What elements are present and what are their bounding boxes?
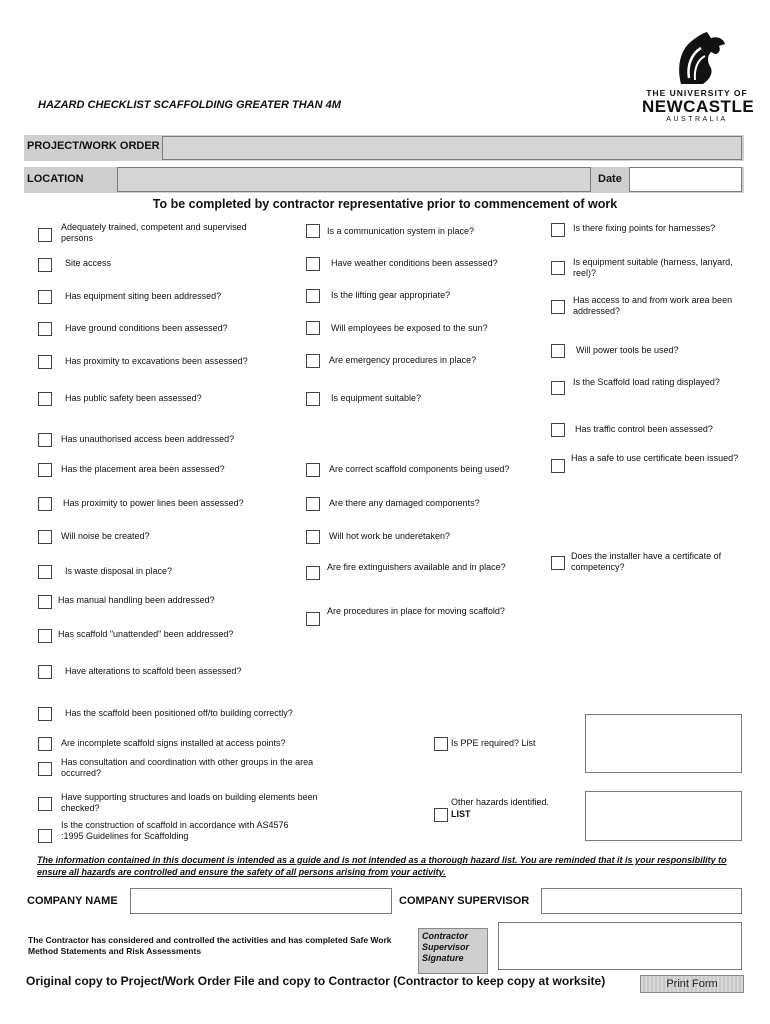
checkbox-load-rating[interactable] [551, 381, 565, 395]
company-supervisor-label: COMPANY SUPERVISOR [399, 895, 530, 907]
question-weather: Have weather conditions been assessed? [331, 258, 498, 268]
question-moving-scaffold: Are procedures in place for moving scaffold? [327, 606, 505, 616]
checkbox-placement-area[interactable] [38, 463, 52, 477]
other-hazards-list-label: LIST [451, 809, 471, 819]
disclaimer-notice: The information contained in this document is intended as a guide and is not intended as a thorough hazard list. You are reminded that it is your responsibility to ensure all hazards are controlled and ensure the safety of all persons arising from your activity. [37, 855, 727, 877]
checkbox-other-hazards[interactable] [434, 808, 448, 822]
checkbox-scaffold-components[interactable] [306, 463, 320, 477]
question-power-lines: Has proximity to power lines been assessed? [63, 498, 244, 508]
question-load-rating: Is the Scaffold load rating displayed? [573, 377, 720, 387]
question-installer-certificate: Does the installer have a certificate of competency? [571, 551, 722, 572]
company-name-label: COMPANY NAME [27, 895, 118, 907]
question-ground-conditions: Have ground conditions been assessed? [65, 323, 228, 333]
question-power-tools: Will power tools be used? [576, 345, 679, 355]
checkbox-safe-use-certificate[interactable] [551, 459, 565, 473]
question-supporting-structures: Have supporting structures and loads on building elements been checked? [61, 792, 318, 813]
question-equipment-suitable: Is equipment suitable? [331, 393, 422, 403]
checkbox-site-access[interactable] [38, 258, 52, 272]
checkbox-scaffold-positioned[interactable] [38, 707, 52, 721]
checkbox-communication-system[interactable] [306, 224, 320, 238]
checkbox-scaffold-unattended[interactable] [38, 629, 52, 643]
company-supervisor-input[interactable] [541, 888, 742, 914]
checkbox-noise[interactable] [38, 530, 52, 544]
question-unauthorised-access: Has unauthorised access been addressed? [61, 434, 235, 444]
checkbox-equipment-suitable[interactable] [306, 392, 320, 406]
contractor-statement: The Contractor has considered and controlled the activities and has completed Safe Work Method Statements and Risk Assessments [28, 935, 392, 956]
other-hazards-field[interactable] [585, 791, 742, 841]
checkbox-hot-work[interactable] [306, 530, 320, 544]
signature-field[interactable] [498, 922, 742, 970]
date-label: Date [598, 173, 622, 185]
question-public-safety: Has public safety been assessed? [65, 393, 202, 403]
checkbox-weather[interactable] [306, 257, 320, 271]
checkbox-consultation[interactable] [38, 762, 52, 776]
location-input[interactable] [117, 167, 591, 192]
checkbox-incomplete-signs[interactable] [38, 737, 52, 751]
other-hazards-label: Other hazards identified. [451, 797, 550, 807]
checkbox-unauthorised-access[interactable] [38, 433, 52, 447]
question-traffic-control: Has traffic control been assessed? [575, 424, 713, 434]
ppe-list-field[interactable] [585, 714, 742, 773]
university-logo [642, 28, 755, 123]
checkbox-harness-equipment[interactable] [551, 261, 565, 275]
question-trained-persons: Adequately trained, competent and supervised persons [61, 222, 247, 243]
question-scaffold-unattended: Has scaffold "unattended" been addressed? [58, 629, 234, 639]
checkbox-damaged-components[interactable] [306, 497, 320, 511]
question-fixing-points: Is there fixing points for harnesses? [573, 223, 716, 233]
project-input[interactable] [162, 136, 742, 160]
question-safe-use-certificate: Has a safe to use certificate been issued? [571, 453, 739, 463]
location-label: LOCATION [27, 173, 84, 185]
checkbox-supporting-structures[interactable] [38, 797, 52, 811]
checkbox-power-lines[interactable] [38, 497, 52, 511]
checkbox-ground-conditions[interactable] [38, 322, 52, 336]
question-scaffold-components: Are correct scaffold components being used? [329, 464, 510, 474]
print-form-button[interactable]: Print Form [640, 975, 744, 993]
date-input[interactable] [629, 167, 742, 192]
checkbox-installer-certificate[interactable] [551, 556, 565, 570]
checkbox-manual-handling[interactable] [38, 595, 52, 609]
horse-head-crest-icon [667, 28, 727, 86]
checkbox-moving-scaffold[interactable] [306, 612, 320, 626]
question-site-access: Site access [65, 258, 112, 268]
question-work-area-access: Has access to and from work area been addressed? [573, 295, 733, 316]
document-title: HAZARD CHECKLIST SCAFFOLDING GREATER THAN 4M [38, 99, 341, 111]
checkbox-as4576[interactable] [38, 829, 52, 843]
checkbox-sun-exposure[interactable] [306, 321, 320, 335]
project-label: PROJECT/WORK ORDER [27, 140, 160, 152]
logo-line-1: THE UNIVERSITY OF [646, 88, 748, 98]
checkbox-power-tools[interactable] [551, 344, 565, 358]
checkbox-trained-persons[interactable] [38, 228, 52, 242]
checkbox-waste-disposal[interactable] [38, 565, 52, 579]
question-noise: Will noise be created? [61, 531, 150, 541]
question-emergency-procedures: Are emergency procedures in place? [329, 355, 477, 365]
checkbox-traffic-control[interactable] [551, 423, 565, 437]
footer-distribution-note: Original copy to Project/Work Order File and copy to Contractor (Contractor to keep copy at worksite) [26, 974, 606, 988]
question-damaged-components: Are there any damaged components? [329, 498, 480, 508]
checkbox-emergency-procedures[interactable] [306, 354, 320, 368]
question-communication-system: Is a communication system in place? [327, 226, 475, 236]
question-consultation: Has consultation and coordination with other groups in the area occurred? [61, 757, 314, 778]
logo-line-2: NEWCASTLE [642, 97, 755, 116]
question-placement-area: Has the placement area been assessed? [61, 464, 225, 474]
signature-label: Contractor Supervisor Signature [418, 928, 488, 974]
question-sun-exposure: Will employees be exposed to the sun? [331, 323, 488, 333]
question-harness-equipment: Is equipment suitable (harness, lanyard, reel)? [573, 257, 733, 278]
checkbox-lifting-gear[interactable] [306, 289, 320, 303]
logo-line-3: AUSTRALIA [666, 116, 728, 123]
checkbox-fire-extinguishers[interactable] [306, 566, 320, 580]
question-excavations: Has proximity to excavations been assessed? [65, 356, 248, 366]
question-fire-extinguishers: Are fire extinguishers available and in place? [327, 562, 506, 572]
checkbox-fixing-points[interactable] [551, 223, 565, 237]
checkbox-alterations[interactable] [38, 665, 52, 679]
question-as4576: Is the construction of scaffold in accordance with AS4576 :1995 Guidelines for Scaffolding [61, 820, 289, 841]
question-hot-work: Will hot work be underetaken? [329, 531, 451, 541]
question-incomplete-signs: Are incomplete scaffold signs installed at access points? [61, 738, 286, 748]
checkbox-public-safety[interactable] [38, 392, 52, 406]
checkbox-ppe-required[interactable] [434, 737, 448, 751]
ppe-label: Is PPE required? List [451, 738, 536, 748]
question-alterations: Have alterations to scaffold been assessed? [65, 666, 242, 676]
question-scaffold-positioned: Has the scaffold been positioned off/to building correctly? [65, 708, 293, 718]
question-manual-handling: Has manual handling been addressed? [58, 595, 215, 605]
question-equipment-siting: Has equipment siting been addressed? [65, 291, 222, 301]
company-name-input[interactable] [130, 888, 392, 914]
checkbox-work-area-access[interactable] [551, 300, 565, 314]
checkbox-excavations[interactable] [38, 355, 52, 369]
question-lifting-gear: Is the lifting gear appropriate? [331, 290, 451, 300]
checkbox-equipment-siting[interactable] [38, 290, 52, 304]
instructions-heading: To be completed by contractor representative prior to commencement of work [152, 197, 618, 211]
question-waste-disposal: Is waste disposal in place? [65, 566, 173, 576]
